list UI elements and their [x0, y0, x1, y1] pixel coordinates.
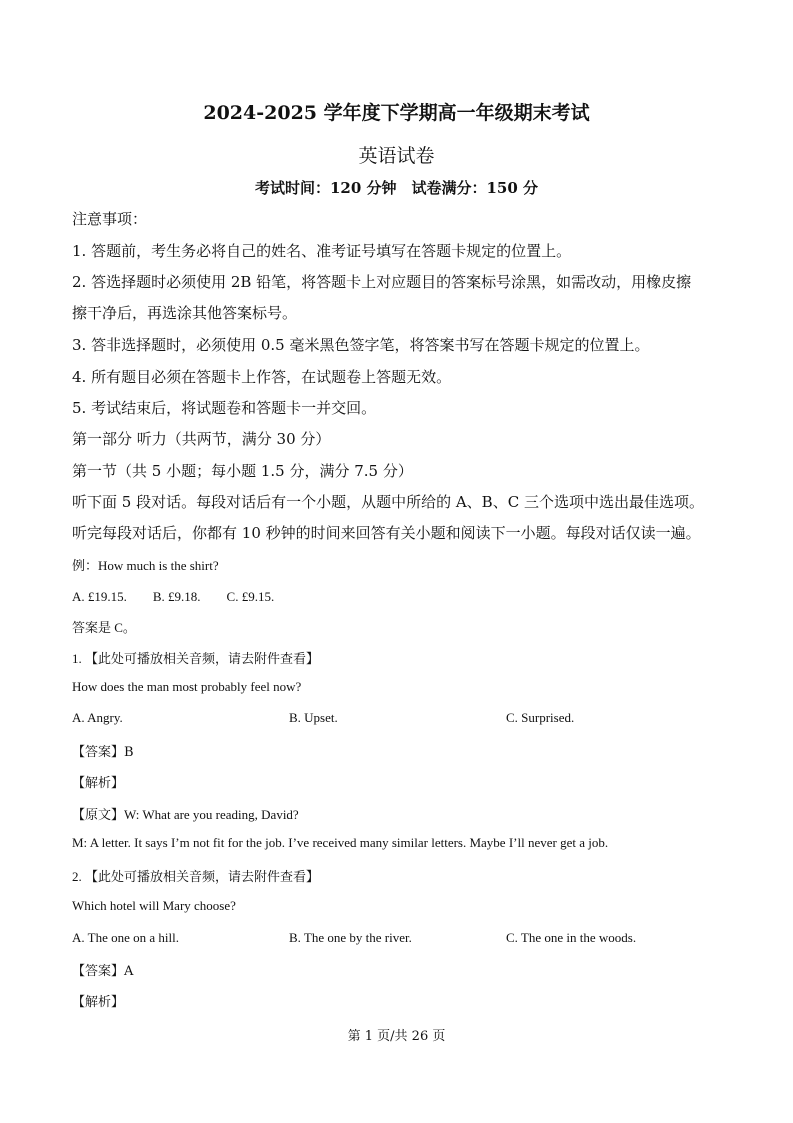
question-1-analysis: 【解析】	[72, 776, 125, 791]
question-1-answer: 【答案】B	[72, 745, 134, 760]
question-2-answer: 【答案】A	[72, 964, 134, 979]
exam-info: 考试时间：120 分钟 试卷满分：150 分	[254, 179, 539, 197]
example-question: 例：How much is the shirt?	[72, 558, 219, 573]
question-2-header: 2. 【此处可播放相关音频，请去附件查看】	[72, 869, 320, 884]
note-item-1: 1. 答题前，考生务必将自己的姓名、准考证号填写在答题卡规定的位置上。	[72, 242, 572, 260]
part1-heading: 第一部分 听力（共两节，满分 30 分）	[72, 430, 331, 448]
question-1-transcript-1: 【原文】W: What are you reading, David?	[72, 807, 299, 822]
example-options: A. £19.15. B. £9.18. C. £9.15.	[72, 589, 275, 604]
page-footer: 第 1 页/共 26 页	[347, 1029, 446, 1044]
note-item-5: 5. 考试结束后，将试题卷和答题卡一并交回。	[72, 399, 377, 417]
question-2-option-b: B. The one by the river.	[289, 930, 412, 945]
note-item-4: 4. 所有题目必须在答题卡上作答，在试题卷上答题无效。	[72, 368, 452, 386]
question-1-header: 1. 【此处可播放相关音频，请去附件查看】	[72, 651, 320, 666]
question-1-option-a: A. Angry.	[72, 710, 123, 725]
instruction-line-2: 听完每段对话后，你都有 10 秒钟的时间来回答有关小题和阅读下一小题。每段对话仅读一遍。	[72, 524, 701, 542]
note-item-2: 2. 答选择题时必须使用 2B 铅笔，将答题卡上对应题目的答案标号涂黑，如需改动，用橡皮擦	[72, 273, 692, 291]
question-1-transcript-2: M: A letter. It says I’m not fit for the job. I’ve received many similar letters. Maybe I’ll never get a job.	[72, 835, 609, 850]
question-1-option-c: C. Surprised.	[506, 710, 575, 725]
instruction-line-1: 听下面 5 段对话。每段对话后有一个小题，从题中所给的 A、B、C 三个选项中选出最佳选项。	[72, 493, 704, 511]
question-2-option-a: A. The one on a hill.	[72, 930, 179, 945]
question-1-text: How does the man most probably feel now?	[72, 679, 302, 694]
exam-title: 2024-2025 学年度下学期高一年级期末考试	[203, 102, 590, 124]
notes-heading: 注意事项：	[72, 210, 148, 228]
note-item-3: 3. 答非选择题时，必须使用 0.5 毫米黑色签字笔，将答案书写在答题卡规定的位置上。	[72, 336, 650, 354]
question-2-option-c: C. The one in the woods.	[506, 930, 637, 945]
note-item-2-cont: 擦干净后，再选涂其他答案标号。	[72, 304, 298, 322]
example-answer: 答案是 C。	[72, 620, 136, 635]
question-2-analysis: 【解析】	[72, 995, 125, 1010]
question-1-option-b: B. Upset.	[289, 710, 338, 725]
section1-heading: 第一节（共 5 小题；每小题 1.5 分，满分 7.5 分）	[72, 462, 413, 480]
question-2-text: Which hotel will Mary choose?	[72, 898, 236, 913]
exam-subject: 英语试卷	[358, 145, 435, 167]
